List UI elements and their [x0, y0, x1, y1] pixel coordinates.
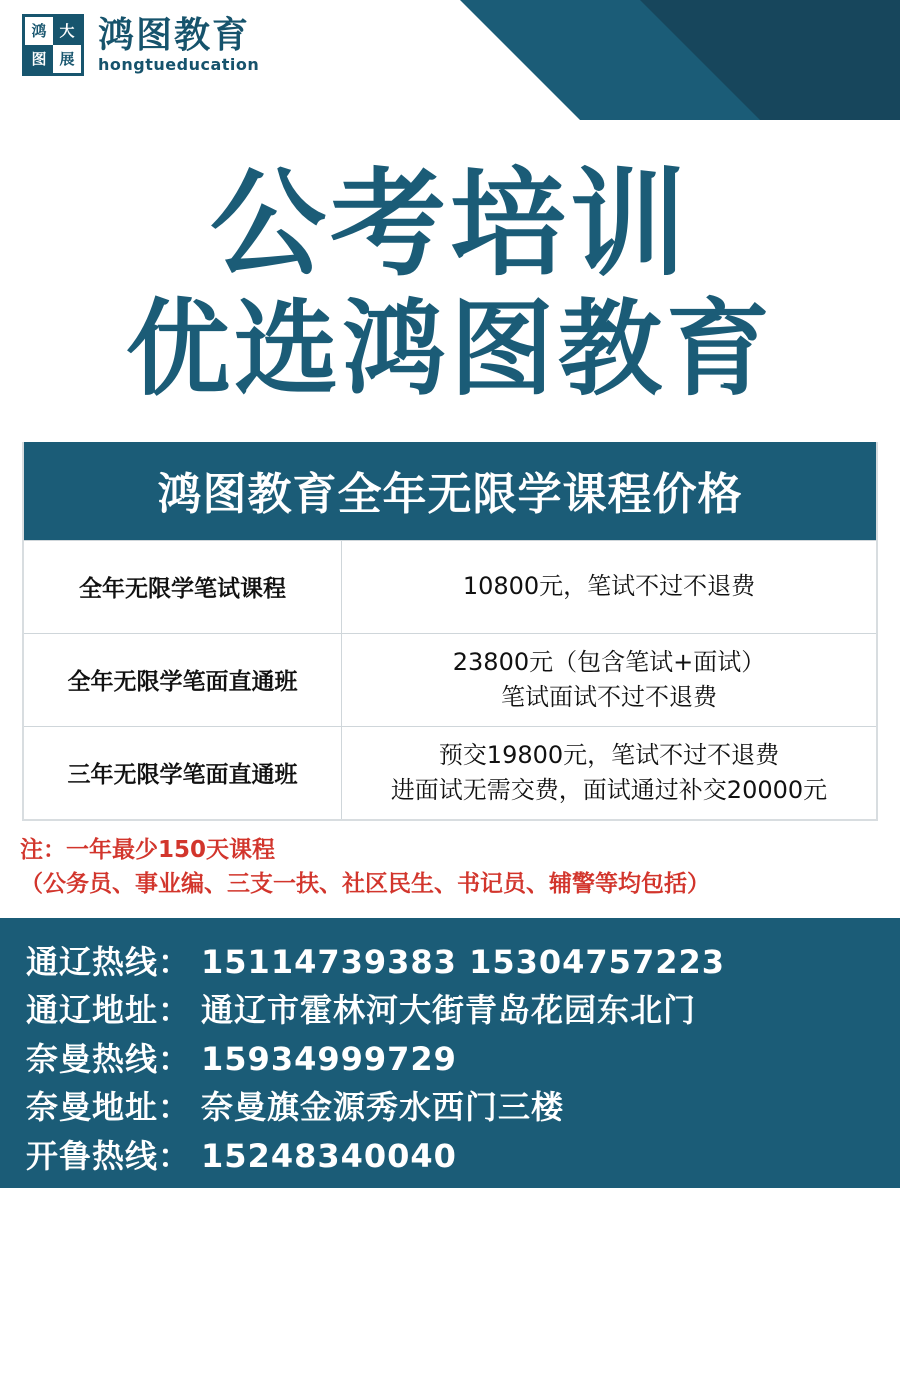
contact-value: 奈曼旗金源秀水西门三楼	[201, 1088, 565, 1127]
brand-logo	[22, 14, 259, 76]
logo-glyph-2: 大	[53, 17, 81, 45]
course-price	[342, 541, 876, 633]
contact-label: 通辽热线：	[26, 942, 192, 981]
notes-block	[20, 833, 880, 902]
contact-row-tongliao-address	[26, 986, 874, 1035]
logo-glyph-4: 展	[59, 49, 75, 68]
logo-seal-icon	[22, 14, 84, 76]
brand-name-en: hongtueducation	[98, 54, 260, 74]
hero-title	[0, 157, 900, 411]
table-row	[24, 726, 876, 819]
contact-label: 开鲁热线：	[26, 1137, 192, 1176]
course-name: 全年无限学笔面直通班	[24, 634, 342, 726]
course-price	[342, 634, 876, 726]
course-price-line: 笔试面试不过不退费	[501, 682, 717, 711]
course-price	[342, 727, 876, 819]
logo-glyph-3: 图	[25, 45, 53, 73]
price-table	[22, 442, 878, 821]
price-table-title: 鸿图教育全年无限学课程价格	[24, 442, 876, 540]
logo-glyph-1: 鸿	[31, 21, 47, 40]
poster-header	[0, 0, 900, 120]
course-price-line: 10800元，笔试不过不退费	[462, 572, 756, 601]
contact-row-tongliao-hotline	[26, 938, 874, 987]
contact-block	[0, 918, 900, 1188]
course-price-line: 23800元（包含笔试+面试）	[452, 647, 766, 676]
contact-value[interactable]: 15934999729	[201, 1039, 457, 1078]
brand-name-cn: 鸿图教育	[98, 14, 251, 56]
contact-value: 通辽市霍林河大街青岛花园东北门	[201, 991, 697, 1030]
contact-value[interactable]: 15114739383 15304757223	[201, 942, 725, 981]
table-row	[24, 633, 876, 726]
contact-row-kailu-hotline	[26, 1132, 874, 1181]
brand-name-block	[98, 14, 260, 74]
contact-label: 奈曼地址：	[26, 1088, 192, 1127]
hero-title-line-1: 公考培训	[210, 157, 690, 292]
hero-title-line-2: 优选鸿图教育	[125, 288, 774, 411]
note-line: （公务员、事业编、三支一扶、社区民生、书记员、辅警等均包括）	[20, 871, 710, 898]
table-row	[24, 540, 876, 633]
course-name: 三年无限学笔面直通班	[24, 727, 342, 819]
course-price-line: 进面试无需交费，面试通过补交20000元	[390, 775, 828, 804]
contact-value[interactable]: 15248340040	[201, 1137, 457, 1176]
course-name: 全年无限学笔试课程	[24, 541, 342, 633]
course-price-line: 预交19800元，笔试不过不退费	[438, 740, 780, 769]
contact-label: 奈曼热线：	[26, 1039, 192, 1078]
contact-label: 通辽地址：	[26, 991, 192, 1030]
contact-row-naiman-address	[26, 1083, 874, 1132]
note-line: 注：一年最少150天课程	[20, 836, 276, 863]
contact-row-naiman-hotline	[26, 1035, 874, 1084]
